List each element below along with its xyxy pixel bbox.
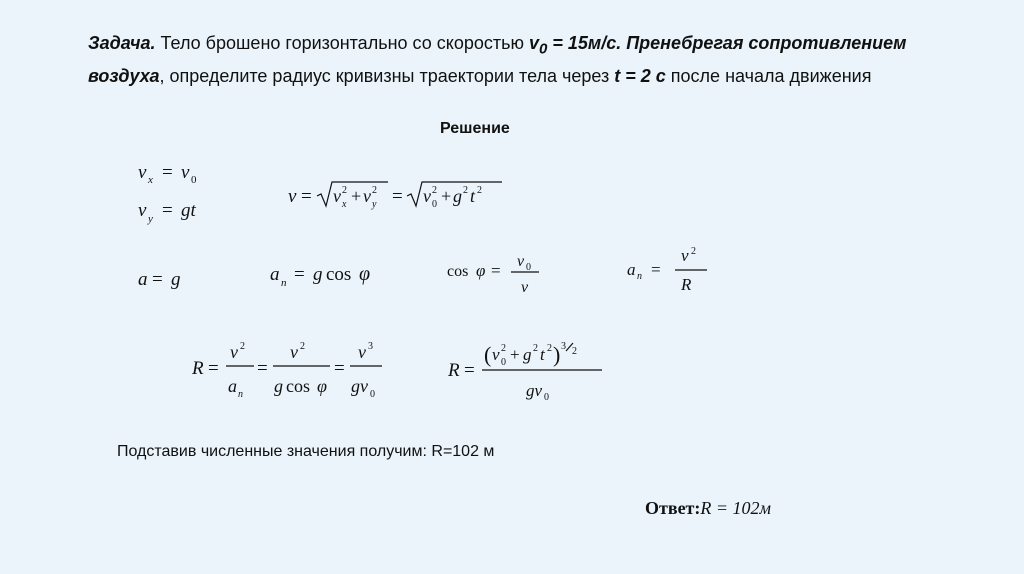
svg-text:a: a	[270, 264, 280, 285]
svg-text:v: v	[681, 246, 689, 265]
svg-text:0: 0	[432, 199, 437, 210]
svg-text:2: 2	[547, 343, 552, 354]
problem-v0-sub: 0	[539, 40, 548, 58]
svg-text:=: =	[294, 264, 305, 285]
svg-text:y: y	[372, 199, 377, 210]
formula-vy	[136, 196, 216, 230]
svg-text:R: R	[448, 360, 460, 381]
svg-text:gv: gv	[526, 381, 543, 400]
problem-text-1: Тело брошено горизонтально со скоростью	[155, 33, 529, 53]
svg-text:t: t	[540, 345, 545, 364]
svg-text:v: v	[181, 162, 190, 183]
svg-text:=: =	[491, 261, 501, 280]
svg-text:0: 0	[526, 262, 531, 273]
problem-v0: v	[528, 33, 539, 53]
answer-label: Ответ:	[645, 498, 701, 518]
svg-text:=: =	[334, 358, 345, 379]
svg-text:2: 2	[691, 246, 696, 257]
problem-text-2: , определите радиус кривизны траектории тела через	[159, 65, 615, 86]
svg-text:3: 3	[368, 341, 373, 352]
svg-text:g: g	[171, 269, 181, 290]
svg-text:=: =	[301, 186, 312, 207]
svg-text:2: 2	[372, 185, 377, 196]
formula-speed	[286, 172, 516, 214]
svg-text:x: x	[148, 174, 153, 186]
svg-text:v: v	[288, 186, 297, 207]
svg-text:2: 2	[572, 346, 577, 357]
svg-text:n: n	[281, 277, 287, 289]
svg-text:v: v	[492, 345, 500, 364]
svg-text:g: g	[313, 264, 323, 285]
svg-text:v: v	[333, 186, 341, 206]
svg-text:=: =	[651, 260, 661, 279]
svg-text:φ: φ	[317, 376, 327, 396]
problem-v0-value: = 15м/с.	[547, 33, 622, 53]
svg-text:v: v	[521, 279, 529, 296]
svg-text:(: (	[484, 342, 492, 367]
svg-text:v: v	[138, 200, 147, 221]
svg-text:R: R	[192, 358, 204, 379]
svg-text:0: 0	[370, 389, 375, 400]
svg-text:x: x	[342, 199, 347, 210]
svg-text:t: t	[470, 186, 476, 206]
svg-text:2: 2	[300, 341, 305, 352]
svg-text:=: =	[464, 360, 475, 381]
formula-an-radius	[625, 244, 725, 300]
svg-text:v: v	[230, 342, 238, 362]
formula-radius-final	[446, 338, 616, 406]
formula-an	[268, 258, 398, 292]
svg-text:v: v	[517, 253, 525, 270]
svg-text:a: a	[627, 260, 636, 279]
svg-text:0: 0	[191, 174, 197, 186]
svg-text:0: 0	[544, 392, 549, 403]
problem-text-3: после начала движения	[665, 65, 872, 86]
svg-text:φ: φ	[476, 261, 486, 280]
svg-text:2: 2	[463, 185, 468, 196]
svg-text:y: y	[148, 213, 153, 225]
problem-label: Задача.	[88, 33, 156, 53]
problem-air-resistance: Пренебрегая сопротивлением воздуха	[88, 33, 907, 86]
formula-cos	[445, 248, 555, 300]
svg-text:v: v	[363, 186, 371, 206]
substitution-text: Подставив численные значения получим: R=102 м	[117, 443, 495, 460]
svg-text:gt: gt	[181, 200, 196, 221]
svg-text:+: +	[441, 186, 452, 206]
svg-text:φ: φ	[359, 263, 371, 285]
problem-statement	[88, 30, 968, 89]
svg-text:2: 2	[501, 343, 506, 354]
svg-text:v: v	[423, 186, 431, 206]
svg-text:2: 2	[477, 185, 482, 196]
svg-text:v: v	[290, 342, 298, 362]
svg-text:2: 2	[342, 185, 347, 196]
svg-text:R: R	[681, 275, 692, 294]
svg-text:v: v	[138, 162, 147, 183]
svg-text:=: =	[152, 269, 163, 290]
svg-text:=: =	[392, 186, 403, 207]
svg-text:2: 2	[533, 343, 538, 354]
svg-text:a: a	[228, 376, 237, 396]
problem-t-value: t = 2 с	[614, 65, 666, 86]
svg-text:=: =	[162, 200, 173, 221]
svg-text:): )	[553, 342, 561, 367]
svg-text:+: +	[510, 345, 520, 364]
svg-text:0: 0	[501, 357, 506, 368]
svg-text:2: 2	[432, 185, 437, 196]
svg-text:n: n	[238, 389, 243, 400]
answer	[645, 498, 771, 519]
svg-text:cos: cos	[326, 264, 352, 285]
answer-value: R = 102м	[700, 498, 772, 518]
formula-radius	[190, 336, 405, 406]
svg-text:gv: gv	[351, 376, 368, 396]
svg-text:3: 3	[561, 341, 566, 352]
svg-text:g: g	[274, 376, 283, 396]
svg-text:=: =	[257, 358, 268, 379]
solution-heading: Решение	[440, 120, 510, 137]
svg-text:=: =	[208, 358, 219, 379]
formula-a	[136, 265, 206, 295]
svg-text:2: 2	[240, 341, 245, 352]
svg-text:g: g	[523, 345, 532, 364]
svg-text:cos: cos	[286, 376, 310, 396]
svg-text:a: a	[138, 269, 148, 290]
svg-text:+: +	[351, 186, 362, 206]
svg-text:=: =	[162, 162, 173, 183]
svg-text:n: n	[637, 271, 642, 282]
svg-text:cos: cos	[447, 263, 469, 280]
svg-text:g: g	[453, 186, 462, 206]
formula-vx	[136, 158, 216, 188]
svg-text:v: v	[358, 342, 366, 362]
